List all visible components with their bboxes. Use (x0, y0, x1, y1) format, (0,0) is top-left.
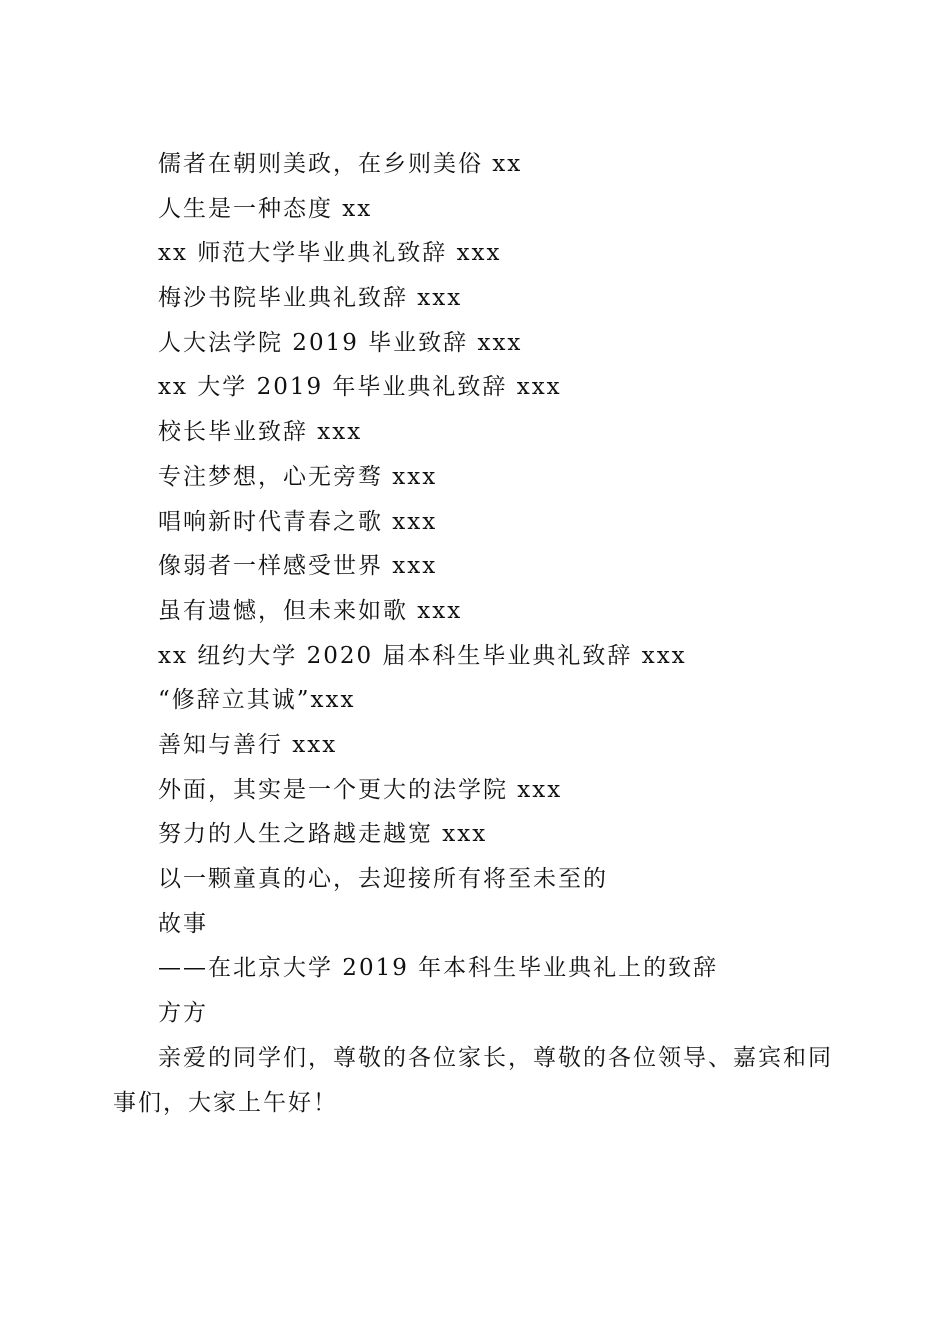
author-line: 方方 (158, 1000, 208, 1027)
list-item: 努力的人生之路越走越宽 xxx (158, 821, 488, 848)
list-item: 外面，其实是一个更大的法学院 xxx (158, 776, 563, 803)
list-item: 像弱者一样感受世界 xxx (158, 553, 438, 580)
list-item: 人生是一种态度 xx (158, 195, 373, 222)
list-item: 善知与善行 xxx (158, 731, 338, 758)
list-item: 唱响新时代青春之歌 xxx (158, 508, 438, 535)
list-item: 专注梦想，心无旁骛 xxx (158, 463, 438, 490)
list-item: 校长毕业致辞 xxx (158, 419, 363, 446)
list-item: xx 大学 2019 年毕业典礼致辞 xxx (158, 374, 562, 401)
list-item: 梅沙书院毕业典礼致辞 xxx (158, 285, 463, 312)
list-item: 故事 (158, 910, 208, 937)
list-item: 虽有遗憾，但未来如歌 xxx (158, 597, 463, 624)
list-item: 人大法学院 2019 毕业致辞 xxx (158, 329, 523, 356)
list-item: xx 师范大学毕业典礼致辞 xxx (158, 240, 502, 267)
list-item: ——在北京大学 2019 年本科生毕业典礼上的致辞 (158, 955, 719, 982)
list-item: 儒者在朝则美政，在乡则美俗 xx (158, 151, 523, 177)
list-item: 以一颗童真的心，去迎接所有将至未至的 (158, 866, 608, 892)
title-list (158, 142, 858, 1036)
speech-opening-paragraph: 亲爱的同学们，尊敬的各位家长，尊敬的各位领导、嘉宾和同事们，大家上午好！ (113, 1045, 833, 1116)
list-item: “修辞立其诚”xxx (158, 687, 356, 714)
list-item: xx 纽约大学 2020 届本科生毕业典礼致辞 xxx (158, 642, 687, 669)
